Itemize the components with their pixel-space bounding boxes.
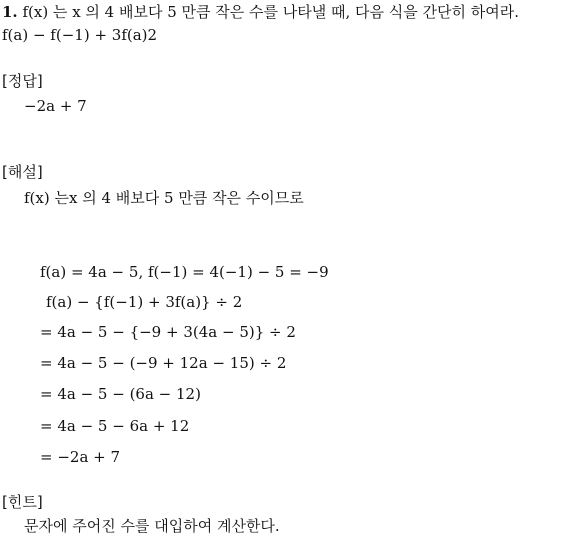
explanation-step: f(a) − {f(−1) + 3f(a)} ÷ 2	[46, 293, 243, 311]
explanation-heading: [해설]	[2, 163, 43, 181]
answer-heading: [정답]	[2, 72, 43, 90]
explanation-step: = 4a − 5 − (−9 + 12a − 15) ÷ 2	[40, 354, 287, 372]
problem-statement	[2, 2, 519, 22]
explanation-intro: f(x) 는x 의 4 배보다 5 만큼 작은 수이므로	[24, 189, 304, 207]
explanation-step: = 4a − 5 − 6a + 12	[40, 417, 190, 435]
answer-value: −2a + 7	[24, 97, 87, 115]
explanation-step: = 4a − 5 − (6a − 12)	[40, 385, 201, 403]
problem-text: f(x) 는 x 의 4 배보다 5 만큼 작은 수를 나타낼 때, 다음 식을 간단히 하여라.	[22, 3, 520, 21]
problem-number: 1.	[2, 3, 18, 21]
problem-expression: f(a) − f(−1) + 3f(a)2	[2, 26, 158, 44]
explanation-step: = −2a + 7	[40, 448, 121, 466]
hint-text: 문자에 주어진 수를 대입하여 계산한다.	[24, 517, 280, 535]
hint-heading: [힌트]	[2, 493, 43, 511]
explanation-step: = 4a − 5 − {−9 + 3(4a − 5)} ÷ 2	[40, 323, 296, 341]
explanation-step: f(a) = 4a − 5, f(−1) = 4(−1) − 5 = −9	[40, 263, 329, 281]
